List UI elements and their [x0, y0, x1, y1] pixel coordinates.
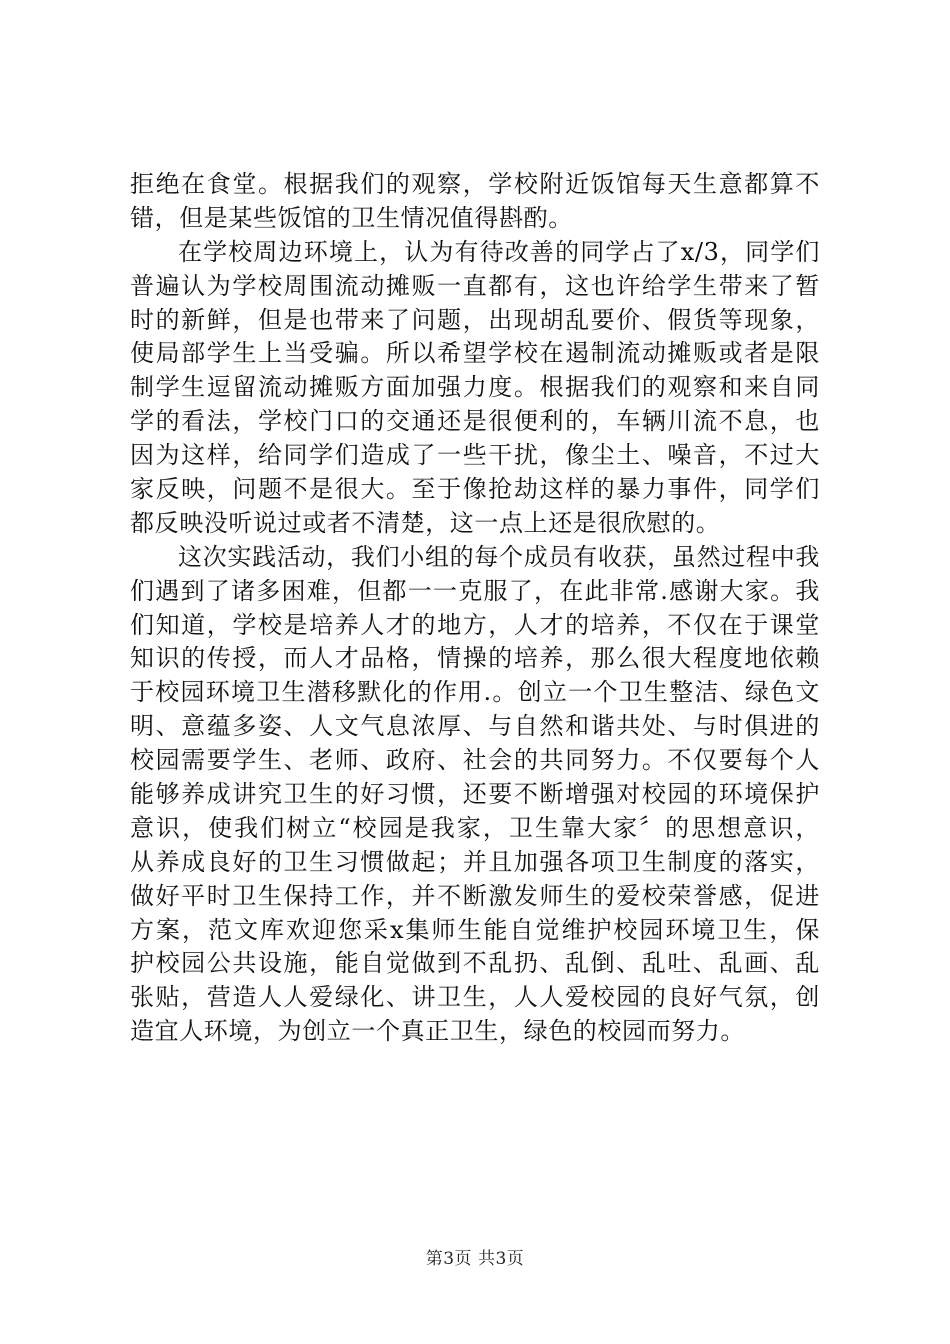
text-line: 张贴，营造人人爱绿化、讲卫生，人人爱校园的良好气氛，创: [130, 983, 820, 1012]
document-body: [130, 168, 820, 1049]
paragraph-2: [130, 236, 820, 541]
text-line: 校园需要学生、老师、政府、社会的共同努力。不仅要每个人: [130, 746, 820, 775]
text-line: 错，但是某些饭馆的卫生情况值得斟酌。: [130, 203, 573, 232]
text-line: 拒绝在食堂。根据我们的观察，学校附近饭馆每天生意都算不: [130, 170, 820, 198]
text-line: 从养成良好的卫生习惯做起；并且加强各项卫生制度的落实，: [130, 847, 820, 876]
text-line: 因为这样，给同学们造成了一些干扰，像尘土、噪音，不过大: [130, 441, 820, 470]
text-line: 都反映没听说过或者不清楚，这一点上还是很欣慰的。: [130, 508, 721, 537]
text-line: 家反映，问题不是很大。至于像抢劫这样的暴力事件，同学们: [130, 475, 820, 504]
text-line: 能够养成讲究卫生的好习惯，还要不断增强对校园的环境保护: [130, 780, 820, 809]
text-line: 知识的传授，而人才品格，情操的培养，那么很大程度地依赖: [130, 644, 820, 673]
text-line: 们遇到了诸多困难，但都一一克服了，在此非常.感谢大家。我: [130, 576, 820, 605]
page-number-footer: 第3页 共3页: [425, 1249, 525, 1269]
paragraph-3: [130, 541, 820, 1049]
text-line: 方案，范文库欢迎您采x集师生能自觉维护校园环境卫生，保: [130, 915, 820, 944]
paragraph-1: [130, 168, 820, 236]
text-line: 造宜人环境，为创立一个真正卫生，绿色的校园而努力。: [130, 1017, 745, 1046]
text-line: 制学生逗留流动摊贩方面加强力度。根据我们的观察和来自同: [130, 373, 820, 402]
text-line: 明、意蕴多姿、人文气息浓厚、与自然和谐共处、与时俱进的: [130, 712, 820, 741]
text-line: 时的新鲜，但是也带来了问题，出现胡乱要价、假货等现象，: [130, 305, 820, 334]
text-line: 做好平时卫生保持工作，并不断激发师生的爱校荣誉感，促进: [130, 881, 820, 910]
text-line: 们知道，学校是培养人才的地方，人才的培养，不仅在于课堂: [130, 610, 820, 639]
text-line: 意识，使我们树立“校园是我家，卫生靠大家〞的思想意识，: [130, 813, 820, 842]
text-line: 这次实践活动，我们小组的每个成员有收获，虽然过程中我: [178, 542, 820, 571]
text-line: 普遍认为学校周围流动摊贩一直都有，这也许给学生带来了暂: [130, 271, 820, 300]
text-line: 在学校周边环境上，认为有待改善的同学占了x/3，同学们: [178, 237, 820, 266]
text-line: 于校园环境卫生潜移默化的作用.。创立一个卫生整洁、绿色文: [130, 678, 820, 707]
text-line: 学的看法，学校门口的交通还是很便利的，车辆川流不息，也: [130, 407, 820, 436]
text-line: 使局部学生上当受骗。所以希望学校在遏制流动摊贩或者是限: [130, 339, 820, 368]
text-line: 护校园公共设施，能自觉做到不乱扔、乱倒、乱吐、乱画、乱: [130, 949, 820, 978]
